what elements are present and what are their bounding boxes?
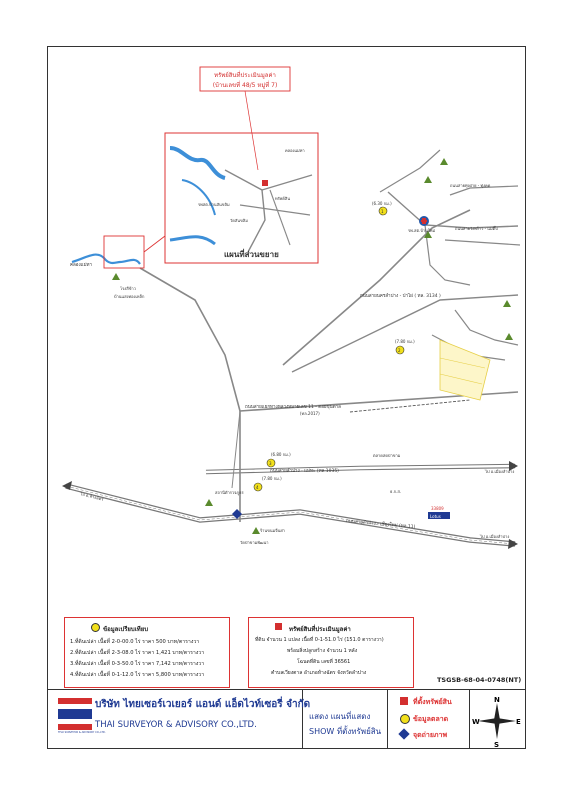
label-lotus-no: 33809 bbox=[431, 506, 444, 511]
company-logo: THAI SURVEYOR & ADVISORY CO.,LTD. bbox=[58, 698, 92, 736]
inset-label-temple: วัดสันขลิม bbox=[230, 218, 248, 223]
legend-photo-label: จุดถ่ายภาพ bbox=[413, 731, 448, 739]
comp-legend-icon bbox=[91, 623, 100, 632]
compass-icon bbox=[472, 695, 522, 747]
label-to-right-top: ไป อ.เมืองลำปาง bbox=[485, 469, 515, 474]
svg-text:N: N bbox=[494, 696, 500, 704]
comp-row-1: 1.ที่ดินเปล่า เนื้อที่ 2-0-00.0 ไร่ ราคา 500 บาท/ตารางวา bbox=[70, 639, 200, 645]
callout-line-1: ทรัพย์สินที่ประเมินมูลค่า bbox=[214, 72, 276, 79]
comp-label-4: 4 bbox=[256, 485, 259, 490]
reference-code: TSGSB-68-04-0748(NT) bbox=[437, 676, 522, 684]
company-name-english: THAI SURVEYOR & ADVISORY CO.,LTD. bbox=[95, 720, 257, 730]
subject-row-4: ตำบลเวียงตาล อำเภอห้างฉัตร จังหวัดลำปาง bbox=[271, 670, 367, 676]
subject-row-3: โฉนดที่ดิน เลขที่ 36561 bbox=[297, 659, 351, 665]
label-village-left: โรงสีข้าว bbox=[120, 286, 136, 291]
label-shop: ร้านขนมจีนย่า bbox=[260, 528, 285, 533]
label-road-11: ถนนสายลำปาง - เชียงใหม่ (ทล.11) bbox=[345, 519, 416, 531]
label-road-2017-code: (ทล.2017) bbox=[300, 411, 320, 416]
label-village-left-2: บ้านแสงทองเหล็ก bbox=[114, 294, 145, 299]
label-km2: (7.80 กม.) bbox=[395, 339, 415, 344]
show-label-thai: แสดง แผนที่แสดง bbox=[309, 712, 371, 721]
company-name-thai: บริษัท ไทยเซอร์เวเยอร์ แอนด์ แอ็ดไวท์เซอรี่ จำกัด bbox=[95, 699, 311, 710]
inset-label-school: รพสต.บ้านสันขลิม bbox=[198, 202, 230, 207]
label-road-3134: ถนนสายนครลำปาง - ป่าไผ่ ( ทล. 3134 ) bbox=[360, 294, 441, 299]
svg-text:E: E bbox=[516, 718, 521, 726]
label-km1: (6.30 กม.) bbox=[372, 201, 392, 206]
svg-text:S: S bbox=[494, 741, 500, 747]
label-market: ตลาดสดป่าขาม bbox=[373, 453, 401, 458]
comp-label-3: 3 bbox=[269, 461, 272, 466]
comp-row-3: 3.ที่ดินเปล่า เนื้อที่ 0-3-50.0 ไร่ ราคา 7,142 บาท/ตารางวา bbox=[70, 661, 205, 667]
label-km4: (7.80 กม.) bbox=[262, 476, 282, 481]
label-km3: (6.80 กม.) bbox=[271, 452, 291, 457]
label-police: สถานีตำรวจภูธร bbox=[215, 490, 244, 495]
inset-title: แผนที่ส่วนขยาย bbox=[224, 250, 279, 259]
comparison-legend bbox=[64, 617, 230, 688]
temple-icon bbox=[440, 158, 448, 165]
label-temple-c: วัดป่าขามพัฒนา bbox=[240, 540, 269, 545]
label-road-2017: ถนนสายแยกทางหลวงหมายเลข 11 - ดอยขุนตาล bbox=[245, 405, 341, 410]
subject-row-1: ที่ดิน จำนวน 1 แปลง เนื้อที่ 0-1-51.0 ไร่ (151.0 ตารางวา) bbox=[255, 637, 384, 643]
label-bank: ธ.ก.ส. bbox=[390, 489, 402, 494]
label-canal-left: คลองแม่ทา bbox=[70, 263, 93, 268]
legend-market-label: ข้อมูลตลาด bbox=[413, 715, 449, 723]
comp-row-2: 2.ที่ดินเปล่า เนื้อที่ 2-3-08.0 ไร่ ราคา 1,421 บาท/ตารางวา bbox=[70, 650, 205, 656]
show-label-english: SHOW ที่ตั้งทรัพย์สิน bbox=[309, 727, 382, 736]
highlight-area bbox=[440, 340, 490, 400]
label-to-left: ไป อ.ห้างฉัตร bbox=[79, 491, 105, 502]
subject-legend-icon bbox=[275, 623, 282, 630]
callout-line-2: (บ้านเลขที่ 48/5 หมู่ที่ 7) bbox=[212, 82, 278, 89]
comp-legend-title: ข้อมูลเปรียบเทียบ bbox=[103, 626, 149, 633]
label-road-right-2: ถนนสายวังพร้าว - แม่ติ๊บ bbox=[455, 226, 498, 231]
comp-row-4: 4.ที่ดินเปล่า เนื้อที่ 0-1-12.0 ไร่ ราคา 5,800 บาท/ตารางวา bbox=[70, 672, 205, 678]
label-lotus: Lotus bbox=[430, 514, 441, 519]
comp-label-2: 2 bbox=[398, 348, 401, 353]
comp-label-1: 1 bbox=[381, 209, 384, 214]
label-hospital: รพ.สต.บ้านใหม่ bbox=[408, 228, 436, 233]
inset-label-canal: คลองแม่ทา bbox=[285, 148, 305, 153]
subject-row-2: พร้อมสิ่งปลูกสร้าง จำนวน 1 หลัง bbox=[287, 648, 358, 654]
inset-label-point: ทรัพย์สิน bbox=[275, 196, 290, 201]
legend-market-icon bbox=[400, 714, 410, 724]
subject-legend bbox=[248, 617, 414, 688]
legend-subject-icon bbox=[400, 697, 408, 705]
inset-subject-marker bbox=[262, 180, 268, 186]
label-to-right-bottom: ไป อ.เมืองลำปาง bbox=[480, 534, 510, 539]
label-road-1035: ถนนสายลำปาง - แม่ทะ (ทล.1035) bbox=[270, 469, 339, 474]
svg-text:W: W bbox=[472, 718, 480, 726]
label-road-right-1: ถนนสายทุ่งฝาย - ทุ่งคด bbox=[450, 183, 491, 188]
legend-subject-label: ที่ตั้งทรัพย์สิน bbox=[413, 698, 452, 706]
subject-legend-title: ทรัพย์สินที่ประเมินมูลค่า bbox=[289, 626, 351, 633]
